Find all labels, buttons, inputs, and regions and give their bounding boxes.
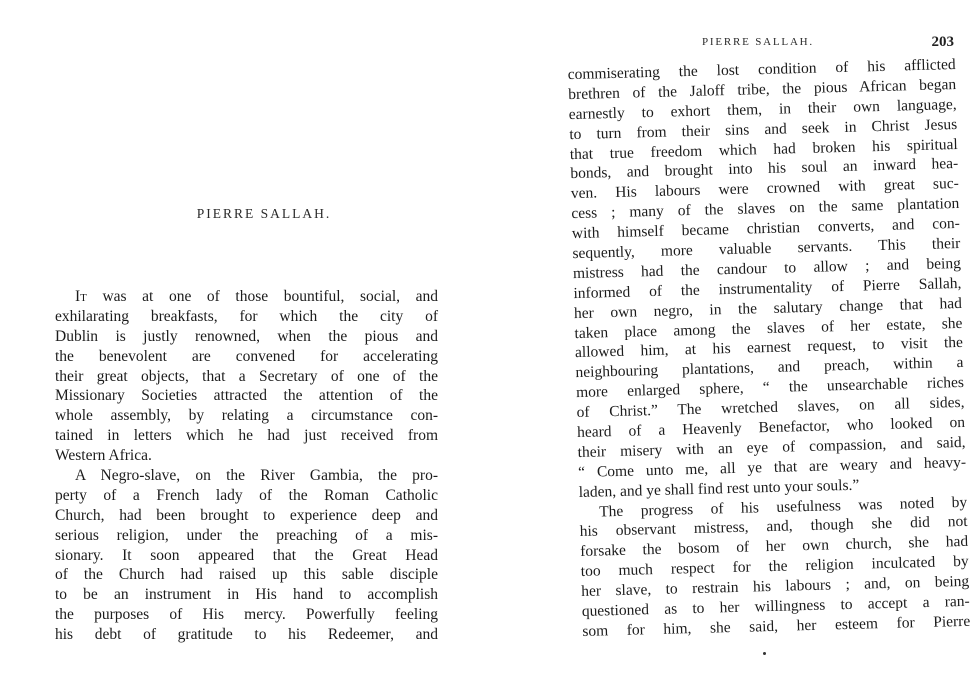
text-line: tained in letters which he had just received from <box>55 427 438 445</box>
text-line: that true freedom which had broken his spiritual <box>569 135 958 163</box>
line-text: was at one of those bountiful, social, and <box>86 288 438 305</box>
text-line: her slave, to restrain his labours ; and, on being <box>581 572 970 601</box>
text-line: forsake the bosom of her own church, she had <box>580 533 969 561</box>
text-line: allowed him, at his earnest request, to visit the <box>574 334 964 362</box>
text-line: sequently, more valuable servants. This their <box>572 234 961 263</box>
text-line: his observant mistress, and, though she did not <box>579 513 968 541</box>
text-line: Western Africa. <box>55 447 152 465</box>
chapter-title: PIERRE SALLAH. <box>196 206 332 221</box>
text-line: heard of a Heavenly Benefactor, who looked on <box>576 413 966 442</box>
right-page <box>490 0 980 684</box>
text-line: neighbouring plantations, and preach, within a <box>575 354 964 382</box>
text-line: exhilarating breakfasts, for which the city of <box>55 307 438 325</box>
text-line: questioned as to her willingness to accept a ran- <box>581 592 970 621</box>
print-mark <box>763 652 766 655</box>
text-line: commiserating the lost condition of his afflicted <box>567 56 956 84</box>
text-line: sionary. It soon appeared that the Great Head <box>55 546 438 564</box>
text-line: laden, and ye shall find rest unto your souls.” <box>578 476 860 501</box>
text-line: earnestly to exhort them, in their own language, <box>568 95 957 123</box>
text-line: som for him, she said, her esteem for Pierre <box>582 612 971 640</box>
text-line: the benevolent are convened for accelerating <box>55 347 438 365</box>
text-line: Missionary Societies attracted the attention of the <box>55 387 438 405</box>
text-line: A Negro-slave, on the River Gambia, the pro- <box>75 467 438 485</box>
text-line: bonds, and brought into his soul an inward hea- <box>570 155 959 183</box>
body-text <box>55 287 438 645</box>
text-line: their misery with an eye of compassion, and said, <box>577 433 966 461</box>
text-line: Dublin is justly renowned, when the pious and <box>55 327 438 345</box>
text-line: taken place among the slaves of her estate, she <box>574 314 963 342</box>
text-line: her own negro, in the salutary change that had <box>573 294 963 322</box>
text-line: serious religion, under the preaching of a mis- <box>55 526 438 544</box>
lead-word: It <box>75 288 87 305</box>
body-text <box>568 55 971 642</box>
text-line: “ Come unto me, all ye that are weary and heavy- <box>577 453 967 481</box>
text-line: cess ; many of the slaves on the same plantation <box>571 195 960 223</box>
text-line: his debt of gratitude to his Redeemer, and <box>55 626 438 644</box>
text-line <box>55 287 438 307</box>
page-number: 203 <box>931 34 954 50</box>
text-line: the purposes of His mercy. Powerfully feeling <box>55 606 438 624</box>
running-head: PIERRE SALLAH. <box>702 36 814 48</box>
text-line: informed of the instrumentality of Pierre Sallah, <box>573 274 962 302</box>
text-line: Church, had been brought to experience deep and <box>55 506 438 524</box>
text-line: their great objects, that a Secretary of one of the <box>55 367 438 385</box>
text-line: with himself became christian converts, and con- <box>571 215 961 243</box>
text-line: perty of a French lady of the Roman Catholic <box>55 486 438 504</box>
text-line: more enlarged sphere, “ the unsearchable riches <box>575 374 965 402</box>
text-line: ven. His labours were crowned with great suc- <box>570 175 959 203</box>
text-line: to be an instrument in His hand to accomplish <box>55 586 438 604</box>
text-line: mistress had the candour to allow ; and being <box>572 254 962 283</box>
text-line: whole assembly, by relating a circumstance con- <box>55 407 438 425</box>
text-line: The progress of his usefulness was noted by <box>598 493 968 521</box>
text-line: to turn from their sins and seek in Christ Jesus <box>569 115 958 143</box>
text-line: too much respect for the religion inculcated by <box>580 553 969 581</box>
text-line: of Christ.” The wretched slaves, on all sides, <box>576 394 965 422</box>
text-line: brethren of the Jaloff tribe, the pious African began <box>568 75 957 104</box>
text-line: of the Church had raised up this sable disciple <box>55 566 438 584</box>
